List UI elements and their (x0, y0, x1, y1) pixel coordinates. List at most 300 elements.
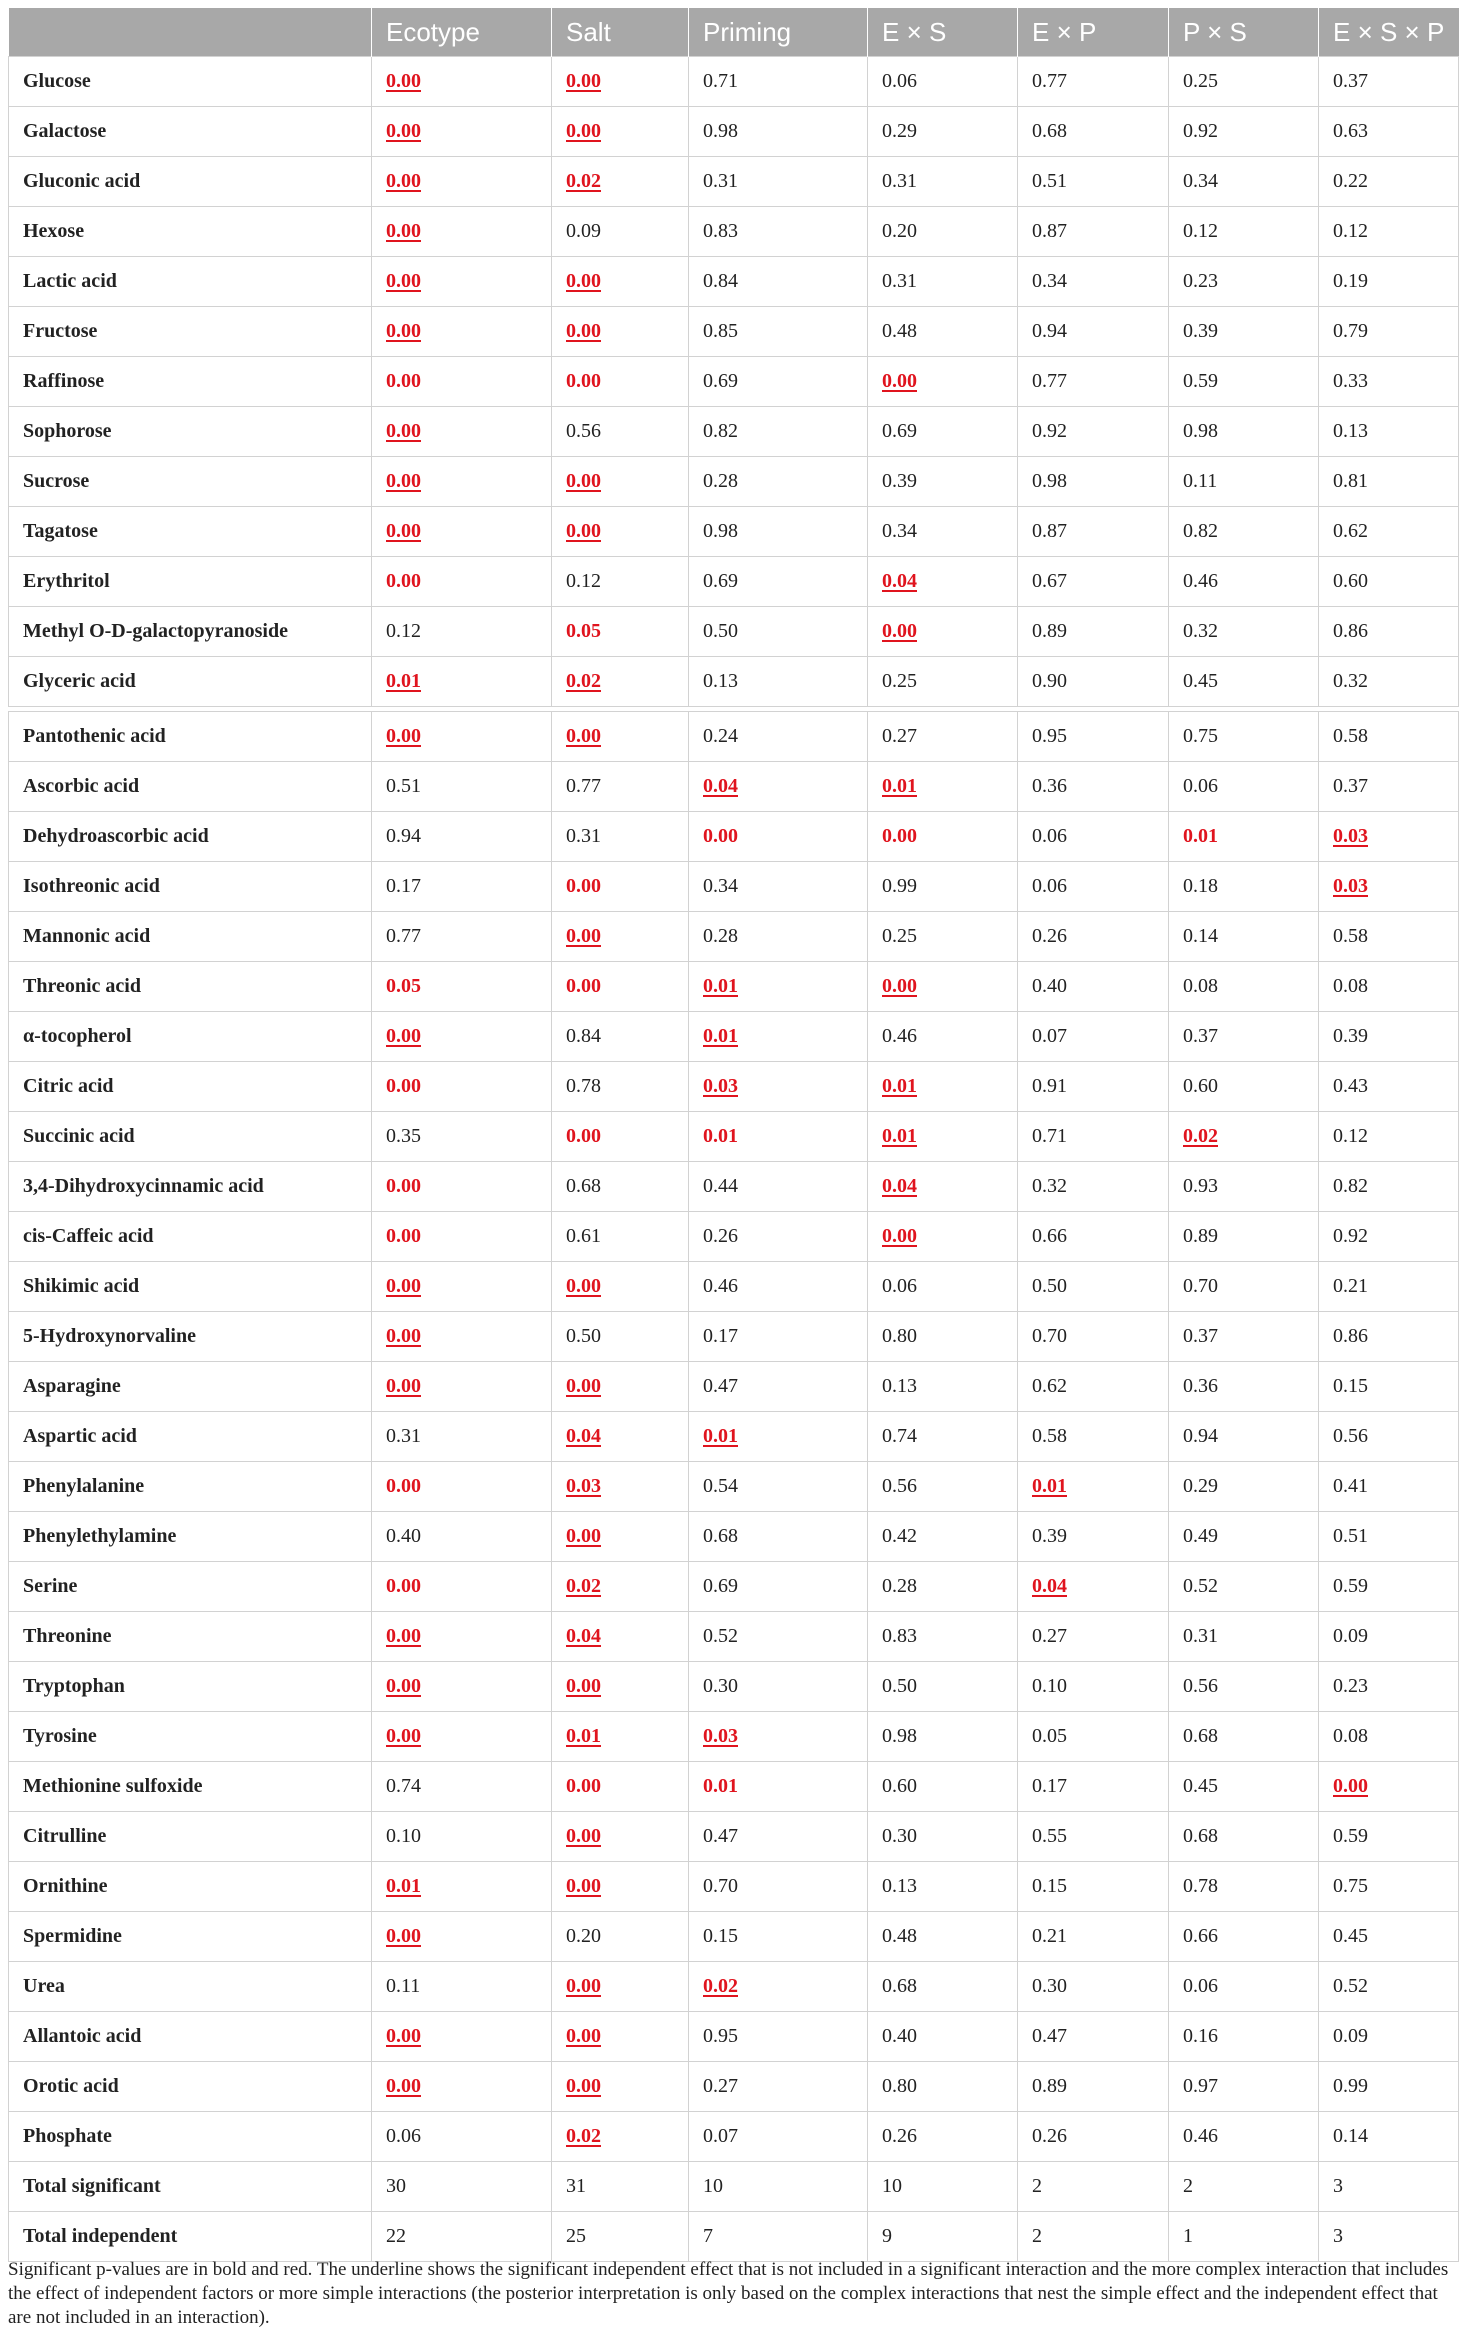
row-label: Shikimic acid (9, 1262, 372, 1312)
p-value: 0.26 (1032, 925, 1067, 947)
p-value: 7 (703, 2225, 713, 2247)
table-row (9, 1512, 1459, 1562)
row-label: Citric acid (9, 1062, 372, 1112)
table-row (9, 1112, 1459, 1162)
p-value: 0.19 (1333, 270, 1368, 292)
p-value-cell (1018, 1662, 1169, 1712)
p-value-cell (689, 657, 868, 707)
p-value-cell (372, 1112, 552, 1162)
p-value-cell (868, 1712, 1018, 1762)
p-value: 0.06 (1183, 775, 1218, 797)
table-row (9, 1362, 1459, 1412)
p-value-cell (1169, 1112, 1319, 1162)
significant-p-value: 0.00 (566, 520, 601, 542)
column-header: E × S (868, 8, 1018, 57)
row-label: Threonic acid (9, 962, 372, 1012)
row-label: Pantothenic acid (9, 712, 372, 762)
significant-p-value: 0.00 (386, 1675, 421, 1697)
p-value-cell (372, 2012, 552, 2062)
p-value-table (8, 8, 1459, 2262)
p-value-cell (689, 457, 868, 507)
p-value: 0.51 (1032, 170, 1067, 192)
row-label: Succinic acid (9, 1112, 372, 1162)
significant-p-value: 0.03 (1333, 825, 1368, 847)
significant-p-value: 0.00 (386, 270, 421, 292)
p-value-cell (552, 1262, 689, 1312)
p-value: 0.28 (703, 925, 738, 947)
p-value-cell (372, 1812, 552, 1862)
p-value-cell (552, 607, 689, 657)
row-label: α-tocopherol (9, 1012, 372, 1062)
p-value-cell (1169, 307, 1319, 357)
p-value: 0.27 (882, 725, 917, 747)
p-value-cell (1018, 1062, 1169, 1112)
p-value-cell (1018, 1162, 1169, 1212)
p-value-cell (1169, 1862, 1319, 1912)
significant-p-value: 0.00 (566, 1125, 601, 1147)
significant-p-value: 0.04 (882, 570, 917, 592)
p-value-cell (372, 862, 552, 912)
p-value-cell (1319, 607, 1459, 657)
row-label: Allantoic acid (9, 2012, 372, 2062)
p-value-cell (1319, 1612, 1459, 1662)
p-value: 0.47 (703, 1375, 738, 1397)
p-value: 0.37 (1333, 775, 1368, 797)
p-value-cell (689, 2212, 868, 2262)
p-value-cell (552, 57, 689, 107)
p-value-cell (1169, 1262, 1319, 1312)
p-value: 0.28 (882, 1575, 917, 1597)
p-value-cell (1169, 1062, 1319, 1112)
p-value-cell (372, 407, 552, 457)
p-value: 0.10 (386, 1825, 421, 1847)
row-label: Urea (9, 1962, 372, 2012)
p-value-cell (1319, 862, 1459, 912)
p-value: 0.15 (703, 1925, 738, 1947)
row-label: Phenylethylamine (9, 1512, 372, 1562)
row-label: Threonine (9, 1612, 372, 1662)
p-value: 0.25 (882, 670, 917, 692)
p-value-cell (1018, 1412, 1169, 1462)
p-value: 0.50 (566, 1325, 601, 1347)
significant-p-value: 0.05 (566, 620, 601, 642)
p-value-cell (372, 457, 552, 507)
p-value: 0.37 (1183, 1025, 1218, 1047)
significant-p-value: 0.00 (566, 925, 601, 947)
p-value: 0.32 (1333, 670, 1368, 692)
significant-p-value: 0.02 (703, 1975, 738, 1997)
table-row (9, 257, 1459, 307)
p-value-cell (372, 712, 552, 762)
row-label: Tyrosine (9, 1712, 372, 1762)
table-row (9, 962, 1459, 1012)
p-value-cell (868, 357, 1018, 407)
significant-p-value: 0.01 (882, 775, 917, 797)
p-value-cell (1319, 1812, 1459, 1862)
p-value: 0.45 (1333, 1925, 1368, 1947)
p-value-cell (552, 1612, 689, 1662)
p-value: 0.98 (703, 520, 738, 542)
p-value-cell (689, 712, 868, 762)
p-value-cell (552, 962, 689, 1012)
p-value: 0.83 (882, 1625, 917, 1647)
table-row (9, 407, 1459, 457)
p-value: 0.61 (566, 1225, 601, 1247)
p-value: 0.77 (566, 775, 601, 797)
p-value-cell (868, 1112, 1018, 1162)
row-label: Ornithine (9, 1862, 372, 1912)
p-value-cell (689, 1012, 868, 1062)
significant-p-value: 0.00 (882, 825, 917, 847)
significant-p-value: 0.04 (566, 1425, 601, 1447)
p-value-cell (1169, 557, 1319, 607)
p-value: 0.58 (1333, 725, 1368, 747)
p-value-cell (1319, 1412, 1459, 1462)
p-value-cell (1018, 1512, 1169, 1562)
significant-p-value: 0.00 (386, 370, 421, 392)
significant-p-value: 0.00 (386, 470, 421, 492)
p-value-cell (552, 1162, 689, 1212)
p-value-cell (1018, 1962, 1169, 2012)
p-value-cell (689, 1612, 868, 1662)
p-value: 0.81 (1333, 470, 1368, 492)
table-row (9, 1212, 1459, 1262)
row-label: Mannonic acid (9, 912, 372, 962)
p-value-cell (1319, 407, 1459, 457)
p-value: 0.60 (1333, 570, 1368, 592)
p-value-cell (552, 457, 689, 507)
p-value-cell (372, 57, 552, 107)
row-label: Tagatose (9, 507, 372, 557)
p-value-cell (552, 2062, 689, 2112)
significant-p-value: 0.01 (703, 975, 738, 997)
p-value-cell (1319, 2112, 1459, 2162)
p-value-cell (1018, 1562, 1169, 1612)
p-value-cell (1169, 1312, 1319, 1362)
table-row (9, 1962, 1459, 2012)
significant-p-value: 0.00 (386, 1925, 421, 1947)
significant-p-value: 0.00 (386, 1625, 421, 1647)
row-label: Aspartic acid (9, 1412, 372, 1462)
p-value-cell (372, 107, 552, 157)
p-value: 0.45 (1183, 1775, 1218, 1797)
p-value: 0.24 (703, 725, 738, 747)
p-value-cell (1319, 657, 1459, 707)
table-row (9, 1762, 1459, 1812)
row-label: Ascorbic acid (9, 762, 372, 812)
header-row (9, 8, 1459, 57)
p-value-cell (868, 1662, 1018, 1712)
p-value-cell (1018, 57, 1169, 107)
row-label: 5-Hydroxynorvaline (9, 1312, 372, 1362)
p-value: 0.17 (386, 875, 421, 897)
p-value-cell (868, 2062, 1018, 2112)
p-value: 0.68 (703, 1525, 738, 1547)
p-value-cell (689, 1562, 868, 1612)
p-value-cell (1319, 1912, 1459, 1962)
row-label: Dehydroascorbic acid (9, 812, 372, 862)
p-value: 0.17 (703, 1325, 738, 1347)
p-value-cell (868, 407, 1018, 457)
p-value: 0.51 (1333, 1525, 1368, 1547)
p-value: 0.90 (1032, 670, 1067, 692)
significant-p-value: 0.00 (386, 1475, 421, 1497)
table-row (9, 812, 1459, 862)
p-value-cell (372, 507, 552, 557)
row-label: Erythritol (9, 557, 372, 607)
p-value: 0.92 (1032, 420, 1067, 442)
p-value: 0.89 (1032, 2075, 1067, 2097)
p-value-cell (1169, 2212, 1319, 2262)
p-value: 0.66 (1183, 1925, 1218, 1947)
p-value: 0.31 (882, 170, 917, 192)
p-value: 0.47 (703, 1825, 738, 1847)
p-value: 0.11 (1183, 470, 1218, 492)
p-value: 0.36 (1183, 1375, 1218, 1397)
p-value-cell (1018, 1012, 1169, 1062)
p-value-cell (552, 407, 689, 457)
row-label: Galactose (9, 107, 372, 157)
p-value-cell (1319, 1862, 1459, 1912)
p-value-cell (1169, 407, 1319, 457)
p-value: 0.56 (1183, 1675, 1218, 1697)
significant-p-value: 0.00 (386, 1725, 421, 1747)
p-value-cell (1319, 1512, 1459, 1562)
p-value: 0.06 (882, 70, 917, 92)
p-value: 0.85 (703, 320, 738, 342)
p-value-cell (1319, 1212, 1459, 1262)
p-value: 0.42 (882, 1525, 917, 1547)
p-value: 0.75 (1183, 725, 1218, 747)
p-value: 0.77 (386, 925, 421, 947)
p-value: 0.16 (1183, 2025, 1218, 2047)
p-value: 0.98 (1183, 420, 1218, 442)
p-value: 0.74 (386, 1775, 421, 1797)
table-row (9, 207, 1459, 257)
p-value-cell (868, 1312, 1018, 1362)
p-value-cell (1169, 2062, 1319, 2112)
p-value: 0.46 (882, 1025, 917, 1047)
p-value: 0.91 (1032, 1075, 1067, 1097)
p-value-cell (868, 962, 1018, 1012)
p-value-cell (689, 862, 868, 912)
p-value-cell (372, 1862, 552, 1912)
p-value-cell (1169, 207, 1319, 257)
row-label: Sophorose (9, 407, 372, 457)
p-value-cell (1319, 257, 1459, 307)
p-value-cell (552, 1312, 689, 1362)
p-value: 0.95 (1032, 725, 1067, 747)
significant-p-value: 0.00 (566, 1825, 601, 1847)
significant-p-value: 0.00 (566, 1525, 601, 1547)
p-value-cell (1169, 912, 1319, 962)
p-value: 0.27 (1032, 1625, 1067, 1647)
p-value-cell (1319, 1712, 1459, 1762)
p-value: 0.74 (882, 1425, 917, 1447)
p-value: 0.77 (1032, 70, 1067, 92)
p-value-cell (552, 1562, 689, 1612)
p-value-cell (1319, 1362, 1459, 1412)
p-value: 0.33 (1333, 370, 1368, 392)
p-value-cell (552, 507, 689, 557)
p-value-cell (868, 812, 1018, 862)
p-value: 0.83 (703, 220, 738, 242)
significant-p-value: 0.00 (566, 1875, 601, 1897)
p-value-cell (689, 207, 868, 257)
p-value: 0.66 (1032, 1225, 1067, 1247)
p-value: 0.25 (1183, 70, 1218, 92)
p-value-cell (868, 657, 1018, 707)
significant-p-value: 0.03 (703, 1725, 738, 1747)
p-value-cell (1319, 1062, 1459, 1112)
p-value-cell (689, 1212, 868, 1262)
significant-p-value: 0.00 (882, 370, 917, 392)
p-value-cell (552, 1762, 689, 1812)
p-value: 2 (1032, 2225, 1042, 2247)
p-value: 10 (882, 2175, 902, 2197)
p-value: 0.41 (1333, 1475, 1368, 1497)
p-value-cell (1169, 1712, 1319, 1762)
p-value: 0.98 (1032, 470, 1067, 492)
p-value-cell (552, 712, 689, 762)
p-value: 0.84 (566, 1025, 601, 1047)
row-label: 3,4-Dihydroxycinnamic acid (9, 1162, 372, 1212)
p-value: 0.46 (703, 1275, 738, 1297)
p-value: 0.34 (1032, 270, 1067, 292)
p-value-cell (1169, 2012, 1319, 2062)
p-value: 0.39 (1333, 1025, 1368, 1047)
p-value: 0.12 (1333, 1125, 1368, 1147)
p-value-cell (1169, 762, 1319, 812)
significant-p-value: 0.00 (386, 320, 421, 342)
p-value-cell (1319, 762, 1459, 812)
p-value-cell (689, 762, 868, 812)
p-value-cell (552, 1962, 689, 2012)
p-value: 0.14 (1333, 2125, 1368, 2147)
p-value-cell (552, 1912, 689, 1962)
p-value-cell (1319, 912, 1459, 962)
p-value: 0.52 (1333, 1975, 1368, 1997)
p-value-cell (372, 2162, 552, 2212)
p-value-cell (868, 1862, 1018, 1912)
p-value-cell (868, 1812, 1018, 1862)
p-value: 3 (1333, 2175, 1343, 2197)
p-value-cell (1319, 557, 1459, 607)
significant-p-value: 0.00 (566, 2025, 601, 2047)
row-label: Spermidine (9, 1912, 372, 1962)
p-value-cell (689, 2012, 868, 2062)
significant-p-value: 0.02 (566, 1575, 601, 1597)
p-value-cell (1018, 1462, 1169, 1512)
p-value-cell (689, 1712, 868, 1762)
significant-p-value: 0.01 (882, 1075, 917, 1097)
significant-p-value: 0.00 (566, 1775, 601, 1797)
row-label: Glucose (9, 57, 372, 107)
p-value-cell (552, 1012, 689, 1062)
p-value: 0.60 (1183, 1075, 1218, 1097)
p-value: 0.48 (882, 1925, 917, 1947)
p-value-cell (1169, 657, 1319, 707)
p-value-cell (552, 1362, 689, 1412)
p-value-cell (1018, 762, 1169, 812)
p-value: 0.69 (703, 370, 738, 392)
p-value: 0.56 (566, 420, 601, 442)
p-value: 10 (703, 2175, 723, 2197)
p-value-cell (372, 1712, 552, 1762)
p-value-cell (1319, 812, 1459, 862)
p-value: 0.31 (1183, 1625, 1218, 1647)
significant-p-value: 0.00 (386, 2075, 421, 2097)
p-value-cell (1169, 712, 1319, 762)
p-value: 0.82 (703, 420, 738, 442)
p-value: 0.08 (1333, 1725, 1368, 1747)
p-value-cell (689, 107, 868, 157)
p-value-cell (372, 1512, 552, 1562)
table-wrapper (8, 8, 1458, 2262)
p-value: 0.40 (882, 2025, 917, 2047)
p-value-cell (1018, 657, 1169, 707)
p-value-cell (1018, 1712, 1169, 1762)
p-value-cell (868, 1912, 1018, 1962)
row-label: Fructose (9, 307, 372, 357)
p-value-cell (1018, 2112, 1169, 2162)
p-value: 0.28 (703, 470, 738, 492)
p-value-cell (868, 57, 1018, 107)
p-value: 0.79 (1333, 320, 1368, 342)
table-row (9, 557, 1459, 607)
p-value: 0.82 (1333, 1175, 1368, 1197)
significant-p-value: 0.00 (566, 1975, 601, 1997)
table-row (9, 657, 1459, 707)
p-value-cell (552, 1712, 689, 1762)
p-value-cell (1169, 1512, 1319, 1562)
p-value-cell (552, 1512, 689, 1562)
p-value-cell (1319, 57, 1459, 107)
table-row (9, 2212, 1459, 2262)
significant-p-value: 0.04 (566, 1625, 601, 1647)
p-value-cell (1169, 1762, 1319, 1812)
p-value-cell (372, 1412, 552, 1462)
p-value: 0.50 (1032, 1275, 1067, 1297)
significant-p-value: 0.03 (566, 1475, 601, 1497)
p-value-cell (689, 157, 868, 207)
significant-p-value: 0.01 (703, 1025, 738, 1047)
p-value: 0.87 (1032, 220, 1067, 242)
p-value-cell (1319, 1662, 1459, 1712)
significant-p-value: 0.00 (566, 975, 601, 997)
p-value: 0.98 (882, 1725, 917, 1747)
p-value-cell (1169, 457, 1319, 507)
p-value: 0.70 (703, 1875, 738, 1897)
p-value: 0.58 (1032, 1425, 1067, 1447)
p-value-cell (372, 157, 552, 207)
p-value-cell (868, 1462, 1018, 1512)
p-value-cell (552, 2012, 689, 2062)
row-label: Citrulline (9, 1812, 372, 1862)
p-value: 0.80 (882, 1325, 917, 1347)
p-value-cell (372, 1062, 552, 1112)
p-value-cell (1018, 407, 1169, 457)
p-value-cell (1018, 2212, 1169, 2262)
p-value-cell (1319, 207, 1459, 257)
table-row (9, 1162, 1459, 1212)
p-value-cell (868, 257, 1018, 307)
row-label: Phenylalanine (9, 1462, 372, 1512)
p-value-cell (372, 2112, 552, 2162)
p-value: 0.67 (1032, 570, 1067, 592)
p-value: 0.78 (566, 1075, 601, 1097)
p-value-cell (552, 862, 689, 912)
